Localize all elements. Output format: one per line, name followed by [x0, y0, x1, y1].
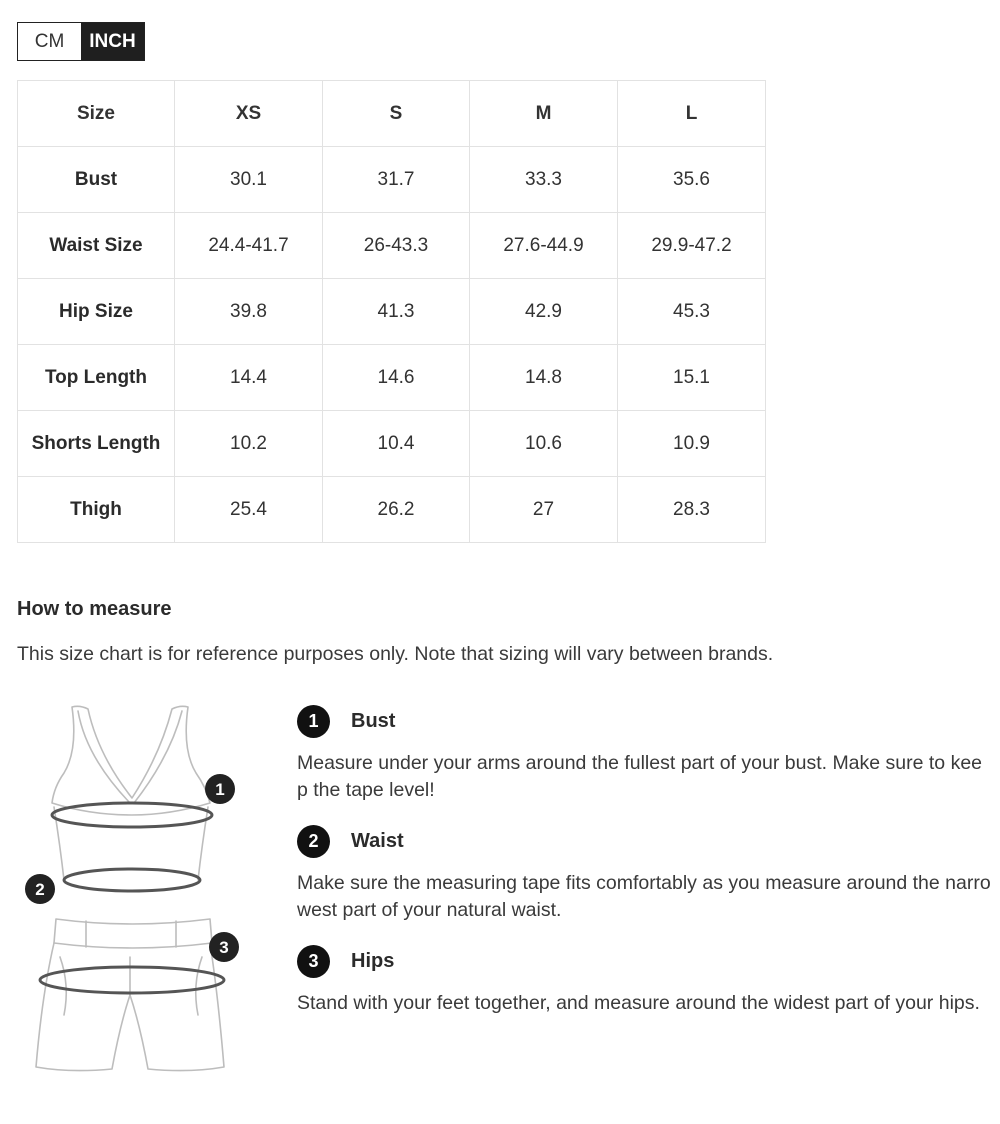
table-cell: 33.3 — [470, 147, 618, 213]
step-bust — [297, 704, 992, 804]
table-cell: 10.9 — [618, 411, 766, 477]
table-cell: 29.9-47.2 — [618, 213, 766, 279]
how-to-measure-title: How to measure — [17, 598, 172, 620]
table-row — [18, 213, 766, 279]
size-chart-table — [17, 80, 766, 543]
waist-marker — [25, 874, 55, 904]
column-header: S — [323, 81, 470, 147]
table-cell: 14.8 — [470, 345, 618, 411]
table-cell: 41.3 — [323, 279, 470, 345]
step-title: Hips — [351, 949, 395, 972]
table-cell: 10.4 — [323, 411, 470, 477]
table-cell: 25.4 — [175, 477, 323, 543]
row-label: Thigh — [18, 477, 175, 543]
measurement-figure — [20, 695, 260, 1085]
table-row — [18, 279, 766, 345]
svg-text:3: 3 — [219, 938, 229, 957]
table-cell: 31.7 — [323, 147, 470, 213]
measurement-steps — [297, 704, 992, 1017]
table-cell: 14.6 — [323, 345, 470, 411]
step-number-badge: 2 — [297, 825, 330, 858]
table-cell: 35.6 — [618, 147, 766, 213]
row-label: Shorts Length — [18, 411, 175, 477]
row-label: Waist Size — [18, 213, 175, 279]
table-row — [18, 345, 766, 411]
row-label: Hip Size — [18, 279, 175, 345]
step-hips — [297, 944, 992, 1017]
cm-unit-button[interactable]: CM — [18, 23, 81, 60]
step-number-badge: 3 — [297, 945, 330, 978]
inch-unit-button[interactable]: INCH — [81, 23, 144, 60]
table-cell: 14.4 — [175, 345, 323, 411]
svg-text:1: 1 — [215, 780, 225, 799]
row-label: Bust — [18, 147, 175, 213]
table-cell: 10.6 — [470, 411, 618, 477]
step-description: Make sure the measuring tape fits comfortably as you measure around the narrowest part of your natural waist. — [297, 872, 991, 921]
table-cell: 39.8 — [175, 279, 323, 345]
column-header: Size — [18, 81, 175, 147]
table-row — [18, 411, 766, 477]
table-row — [18, 147, 766, 213]
table-cell: 42.9 — [470, 279, 618, 345]
step-number-badge: 1 — [297, 705, 330, 738]
table-cell: 15.1 — [618, 345, 766, 411]
hips-marker — [209, 932, 239, 962]
step-waist — [297, 824, 992, 924]
svg-text:2: 2 — [35, 880, 45, 899]
unit-toggle — [17, 22, 145, 61]
size-chart-disclaimer: This size chart is for reference purposes only. Note that sizing will vary between brands. — [17, 643, 774, 665]
step-description: Measure under your arms around the fullest part of your bust. Make sure to keep the tape level! — [297, 752, 983, 801]
table-cell: 28.3 — [618, 477, 766, 543]
step-title: Waist — [351, 829, 404, 852]
table-cell: 27 — [470, 477, 618, 543]
column-header: L — [618, 81, 766, 147]
table-header-row — [18, 81, 766, 147]
column-header: M — [470, 81, 618, 147]
bust-marker — [205, 774, 235, 804]
column-header: XS — [175, 81, 323, 147]
table-cell: 45.3 — [618, 279, 766, 345]
step-description: Stand with your feet together, and measure around the widest part of your hips. — [297, 992, 980, 1014]
table-cell: 26.2 — [323, 477, 470, 543]
table-row — [18, 477, 766, 543]
table-cell: 10.2 — [175, 411, 323, 477]
table-cell: 27.6-44.9 — [470, 213, 618, 279]
table-cell: 30.1 — [175, 147, 323, 213]
step-title: Bust — [351, 709, 396, 732]
table-cell: 26-43.3 — [323, 213, 470, 279]
table-cell: 24.4-41.7 — [175, 213, 323, 279]
row-label: Top Length — [18, 345, 175, 411]
